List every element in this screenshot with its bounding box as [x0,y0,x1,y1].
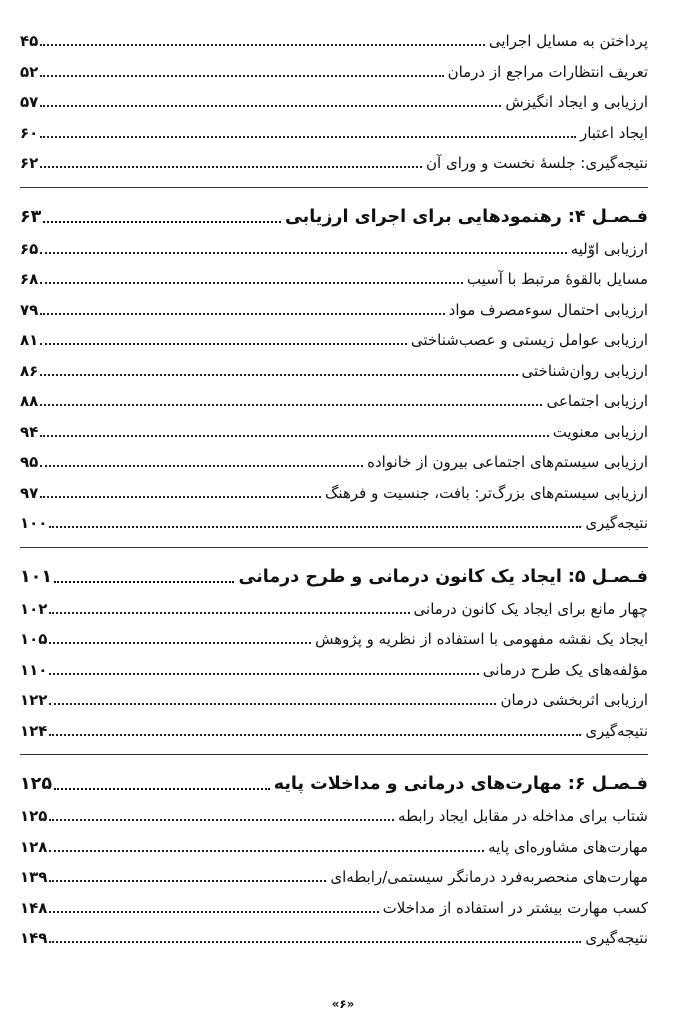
toc-entry-page-number: ۶۰ [20,123,39,142]
dot-leader [49,526,581,528]
dot-leader [54,581,234,583]
toc-entry-page-number: ۱۳۹ [20,868,48,886]
toc-entry-title: تعریف انتظارات مراجع از درمان [447,62,648,81]
dot-leader [40,75,443,77]
toc-entry[interactable] [20,234,648,265]
toc-entry-page-number: ۶۲ [20,154,39,172]
toc-entry-page-number: ۱۲۲ [20,691,48,709]
toc-entry[interactable] [20,118,648,149]
dot-leader [40,374,517,376]
dot-leader [54,788,270,790]
toc-entry[interactable] [20,264,648,295]
toc-entry[interactable] [20,356,648,387]
toc-entry-page-number: ۷۹ [20,300,39,319]
toc-entry-page-number: ۸۸ [20,392,39,410]
dot-leader [49,612,409,614]
section-divider [20,754,648,755]
toc-entry-title: نتیجه‌گیری [585,929,648,947]
dot-leader [40,435,548,437]
toc-entry[interactable] [20,893,648,924]
toc-entry[interactable] [20,325,648,356]
dot-leader [49,850,484,852]
toc-entry-page-number: ۵۷ [20,93,39,111]
toc-entry[interactable] [20,295,648,326]
section-divider [20,547,648,548]
dot-leader [49,673,478,675]
toc-entry[interactable] [20,447,648,478]
toc-entry-title: نتیجه‌گیری [585,514,648,532]
toc-entry-page-number: ۴۵ [20,32,39,50]
toc-entry[interactable] [20,685,648,716]
toc-entry-title: ارزیابی سیستم‌های اجتماعی بیرون از خانواده [367,453,648,471]
dot-leader [40,136,576,138]
toc-entry-page-number: ۱۰۲ [20,599,48,618]
toc-entry-page-number: ۱۱۰ [20,660,48,679]
toc-entry-title: ارزیابی اجتماعی [546,392,648,410]
toc-entry-title: چهار مانع برای ایجاد یک کانون درمانی [413,599,648,618]
toc-entry-title: ارزیابی اثربخشی درمان [500,691,648,709]
toc-entry[interactable] [20,832,648,863]
toc-entry-title: مهارت‌های منحصربه‌فرد درمانگر سیستمی/رابطه‌ای [330,868,648,886]
toc-entry-page-number: ۱۴۹ [20,929,48,947]
dot-leader [40,166,422,168]
dot-leader [43,221,281,223]
toc-entry-page-number: ۹۷ [20,483,39,502]
toc-entry[interactable] [20,478,648,509]
section-divider [20,187,648,188]
chapter-title: فـصـل ۶: مهارت‌های درمانی و مداخلات پایه [273,774,648,794]
toc-entry-page-number: ۶۸ [20,270,39,288]
toc-entry-title: مهارت‌های مشاوره‌ای پایه [488,837,648,856]
toc-entry[interactable] [20,508,648,539]
toc-entry-title: پرداختن به مسایل اجرایی [488,32,648,50]
chapter-heading[interactable] [20,769,648,799]
toc-entry[interactable] [20,655,648,686]
toc-entry[interactable] [20,862,648,893]
toc-entry-title: ارزیابی عوامل زیستی و عصب‌شناختی [410,331,648,349]
toc-entry-title: ارزیابی احتمال سوءمصرف مواد [448,300,648,319]
toc-entry-page-number: ۱۰۰ [20,514,48,532]
toc-entry[interactable] [20,417,648,448]
page-number: «۶» [331,997,355,1011]
dot-leader [40,313,444,315]
dot-leader [40,105,501,107]
toc-entry-page-number: ۹۵ [20,453,39,471]
toc-entry-title: شتاب برای مداخله در مقابل ایجاد رابطه [398,807,648,825]
toc-entry[interactable] [20,386,648,417]
toc-entry[interactable] [20,801,648,832]
toc-entry[interactable] [20,923,648,954]
chapter-page-number: ۱۰۱ [20,566,53,587]
toc-entry-page-number: ۱۲۸ [20,837,48,856]
dot-leader [40,282,463,284]
toc-entry-page-number: ۱۰۵ [20,630,48,648]
dot-leader [49,880,326,882]
dot-leader [40,343,407,345]
toc-entry-title: ارزیابی سیستم‌های بزرگ‌تر: بافت، جنسیت و فرهنگ [325,483,648,502]
toc-entry[interactable] [20,87,648,118]
toc-entry-page-number: ۱۲۵ [20,807,48,825]
toc-entry-page-number: ۵۲ [20,62,39,81]
chapter-page-number: ۱۲۵ [20,774,53,794]
toc-entry-title: مسایل بالقوهٔ مرتبط با آسیب [466,270,648,288]
toc-entry[interactable] [20,57,648,88]
dot-leader [49,642,311,644]
toc-entry-title: ارزیابی روان‌شناختی [521,361,648,380]
chapter-page-number: ۶۳ [20,206,42,227]
toc-entry-title: مؤلفه‌های یک طرح درمانی [482,660,648,679]
toc-entry[interactable] [20,594,648,625]
toc-entry-page-number: ۶۵ [20,239,39,258]
toc-entry[interactable] [20,26,648,57]
toc-entry-title: ارزیابی معنویت [552,422,648,441]
table-of-contents [20,26,648,954]
toc-entry-page-number: ۸۶ [20,361,39,380]
toc-entry-title: ایجاد اعتبار [579,123,648,142]
toc-entry-page-number: ۸۱ [20,331,39,349]
dot-leader [49,911,378,913]
toc-entry-title: نتیجه‌گیری [585,721,648,740]
dot-leader [40,496,321,498]
toc-entry-title: ایجاد یک نقشه مفهومی با استفاده از نظریه و پژوهش [315,630,648,648]
toc-entry-title: کسب مهارت بیشتر در استفاده از مداخلات [382,898,648,917]
chapter-heading[interactable] [20,562,648,592]
dot-leader [40,465,363,467]
chapter-title: فـصـل ۴: رهنمودهایی برای اجرای ارزیابی [284,206,648,227]
toc-entry-page-number: ۹۴ [20,422,39,441]
toc-entry-page-number: ۱۲۴ [20,721,48,740]
chapter-title: فـصـل ۵: ایجاد یک کانون درمانی و طرح درمانی [238,566,648,587]
chapter-heading[interactable] [20,202,648,232]
dot-leader [40,252,566,254]
toc-entry[interactable] [20,148,648,179]
toc-entry-title: نتیجه‌گیری: جلسهٔ نخست و ورای آن [426,154,648,172]
dot-leader [40,44,485,46]
dot-leader [49,941,581,943]
dot-leader [49,734,581,736]
toc-entry-title: ارزیابی و ایجاد انگیزش [505,93,648,111]
dot-leader [49,703,496,705]
toc-entry-title: ارزیابی اوّلیه [570,239,648,258]
toc-entry[interactable] [20,716,648,747]
dot-leader [49,819,394,821]
dot-leader [40,404,542,406]
toc-entry[interactable] [20,624,648,655]
toc-entry-page-number: ۱۴۸ [20,898,48,917]
